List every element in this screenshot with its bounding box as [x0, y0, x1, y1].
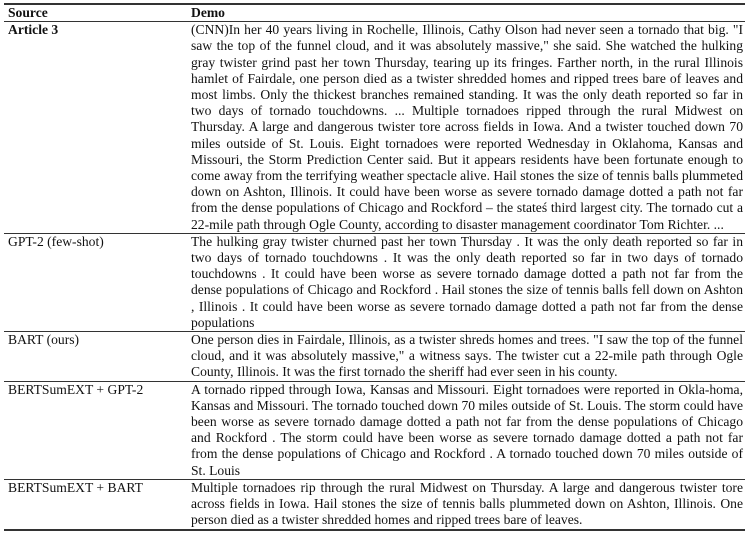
row-source: BART (ours) — [8, 332, 80, 348]
table-row — [4, 480, 745, 529]
row-demo: The hulking gray twister churned past her town Thursday . It was the only death reported so far in two days of tornado touchdowns . It was the only death reported so far in two days of tornado touchdowns . It could have been worse as severe tornado damage dotted a path not far from the dense populations of Chicago and Rockford . Hail stones the size of tennis balls fell down on Ashton , Illinois . It could have been worse as severe tornado damage dotted a path not far from the dense populations — [191, 233, 743, 330]
comparison-table — [4, 3, 745, 531]
table-row — [4, 22, 745, 233]
row-source: GPT-2 (few-shot) — [8, 233, 104, 249]
row-source: BERTSumEXT + GPT-2 — [8, 381, 144, 397]
header-row — [4, 5, 745, 21]
row-demo: (CNN)In her 40 years living in Rochelle, Illinois, Cathy Olson had never seen a tornado that big. "I saw the top of the funnel cloud, and it was absolutely massive," she said. She watched the hulking gray twister grind past her town Thursday, tearing up its fringes. Farther north, in the rural Illinois hamlet of Fairdale, one person died as a twister shredded homes and ripped trees bare of leaves and most limbs. Only the thickest branches remained standing. It was the only death reported so far in two days of tornado touchdowns. ... Multiple tornadoes ripped through the rural Midwest on Thursday. A large and dangerous twister tore across fields in Iowa. And a twister touched down 70 miles outside of St. Louis. Eight tornadoes were reported Wednesday in Oklahoma, Kansas and Missouri, the Storm Prediction Center said. But it appears residents have been fortunate enough to come away from the terrifying weather spectacle alive. Hail stones the size of tennis balls plummeted down on Ashton, Illinois. It could have been worse as severe tornado damage dotted a path not far from the dense populations of Chicago and Rockford – the stateś third largest city. The tornado cut a 22-mile path through Ogle County, according to disaster management coordinator Tom Richter. ... — [191, 22, 743, 232]
table-row — [4, 332, 745, 381]
header-demo: Demo — [191, 5, 225, 20]
row-demo: One person dies in Fairdale, Illinois, as a twister shreds homes and trees. "I saw the top of the funnel cloud, and it was absolutely massive," a witness says. The twister cut a 22-mile path through Ogle County, Illinois. It was the first tornado the sheriff had ever seen in his county. — [191, 332, 743, 380]
row-demo: Multiple tornadoes rip through the rural Midwest on Thursday. A large and dangerous twister tore across fields in Iowa. Hail stones the size of tennis balls plummeted down on Ashton, Illinois. One person died as a twister shredded homes and ripped trees bare of leaves. — [191, 479, 743, 528]
row-source: Article 3 — [8, 22, 59, 38]
table-row — [4, 234, 745, 331]
row-demo: A tornado ripped through Iowa, Kansas and Missouri. Eight tornadoes were reported in Okla-homa, Kansas and Missouri. The tornado touched down 70 miles outside of St. Louis. The storm could have been worse as severe tornado damage dotted a path not far from the dense populations of Chicago and Rockford . The storm could have been worse as severe tornado damage dotted a path not far from the dense populations of Chicago and Rockford . A tornado touched down 70 miles outside of St. Louis — [191, 381, 743, 478]
bottom-rule — [4, 529, 745, 531]
row-source: BERTSumEXT + BART — [8, 479, 143, 495]
header-source: Source — [8, 5, 48, 20]
table-row — [4, 382, 745, 479]
